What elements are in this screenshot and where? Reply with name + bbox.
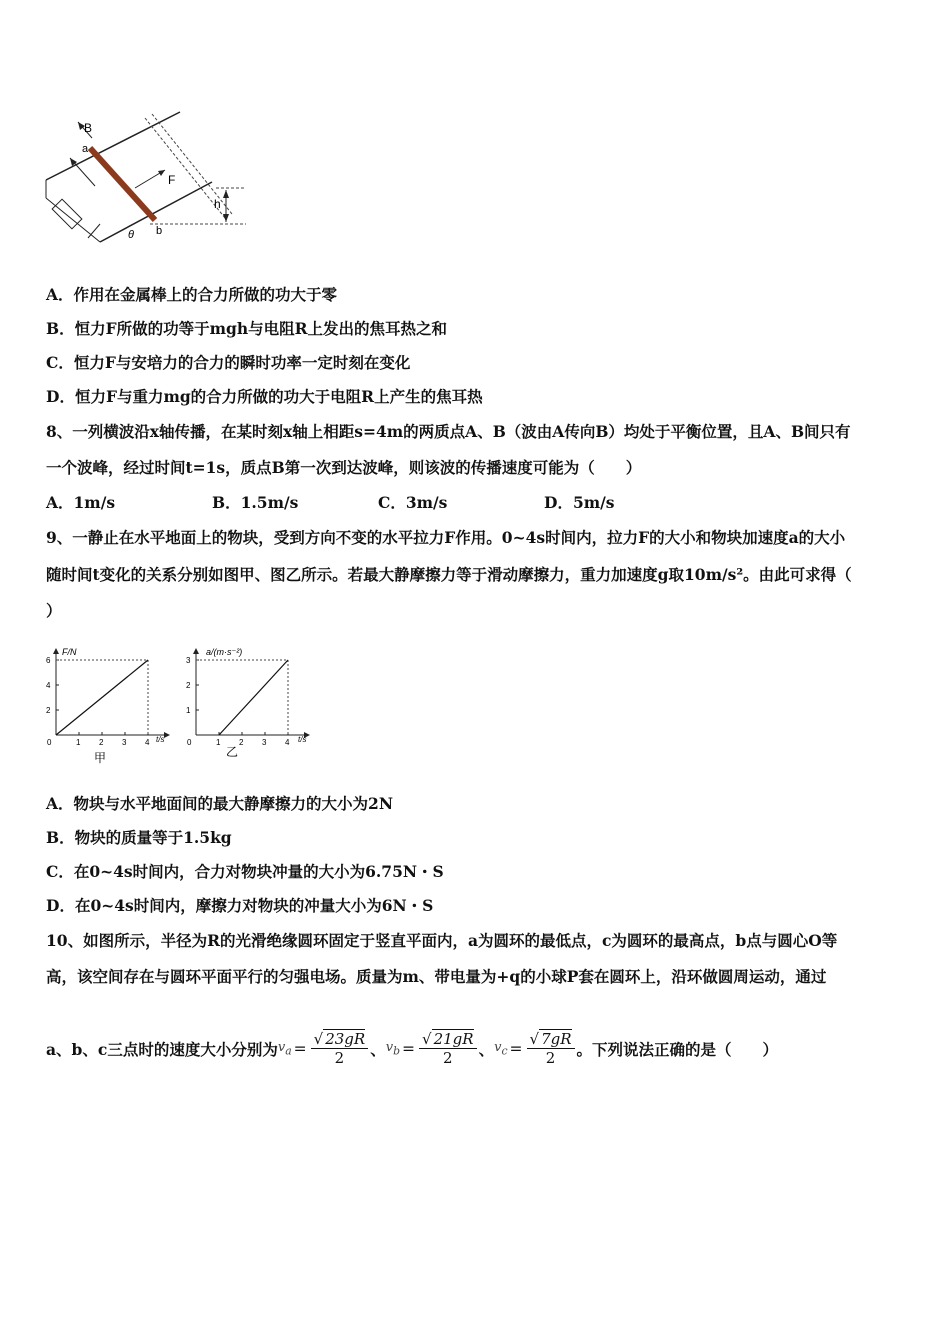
va-fraction: $\frac{√ 23gR}{2}$ <box>311 1030 369 1067</box>
q8-option-c: C．3m/s <box>378 493 448 512</box>
x-tick-label: 0 <box>187 738 192 747</box>
vc-fraction: $\frac{√ 7gR}{2}$ <box>527 1030 575 1067</box>
chart-yi <box>180 640 320 770</box>
q9-option-c: C．在0~4s时间内，合力对物块冲量的大小为6.75N・S <box>46 862 444 881</box>
x-tick-label: 2 <box>99 738 104 747</box>
y-tick-label: 2 <box>46 706 51 715</box>
chart-jia-title: 甲 <box>94 751 107 765</box>
q7-option-a: A．作用在金属棒上的合力所做的功大于零 <box>46 285 338 304</box>
q10-line2: 高，该空间存在与圆环平面平行的匀强电场。质量为m、带电量为+q的小球P套在圆环上，沿环做圆周运动，通过 <box>46 967 827 986</box>
q7-option-d: D．恒力F与重力mg的合力所做的功大于电阻R上产生的焦耳热 <box>46 387 483 406</box>
rail-figure <box>40 108 260 248</box>
x-tick-label: 1 <box>216 738 221 747</box>
q8-option-b: B．1.5m/s <box>212 493 299 512</box>
q9-line1: 9、一静止在水平地面上的物块，受到方向不变的水平拉力F作用。0~4s时间内，拉力F的大小和物块加速度a的大小 <box>46 528 846 547</box>
y-tick-label: 1 <box>186 706 191 715</box>
chart-yi-xlabel: t/s <box>298 735 307 744</box>
vc-label: $v_c$ <box>494 1039 508 1058</box>
series-line <box>56 660 148 735</box>
y-tick-label: 2 <box>186 681 191 690</box>
x-tick-label: 0 <box>47 738 52 747</box>
q9-line2: 随时间t变化的关系分别如图甲、图乙所示。若最大静摩擦力等于滑动摩擦力，重力加速度g取10m/s²。由此可求得（ <box>46 565 852 584</box>
series-line <box>219 660 288 735</box>
x-tick-label: 4 <box>145 738 150 747</box>
sep2: 、 <box>478 1039 495 1059</box>
va-equals: = <box>293 1039 307 1058</box>
sep1: 、 <box>370 1039 386 1059</box>
q9-option-d: D．在0~4s时间内，摩擦力对物块的冲量大小为6N・S <box>46 896 434 915</box>
vc-equals: = <box>509 1039 523 1058</box>
label-b: b <box>156 225 163 237</box>
y-tick-label: 3 <box>186 656 191 665</box>
va-label: $v_a$ <box>277 1039 292 1058</box>
q9-option-a: A．物块与水平地面间的最大静摩擦力的大小为2N <box>46 794 393 813</box>
q10-line1: 10、如图所示，半径为R的光滑绝缘圆环固定于竖直平面内，a为圆环的最低点，c为圆环的最高点，b点与圆心O等 <box>46 931 838 950</box>
q10-line3 <box>46 1030 778 1067</box>
q7-option-b: B．恒力F所做的功等于mgh与电阻R上发出的焦耳热之和 <box>46 319 447 338</box>
label-F: F <box>168 173 176 187</box>
vb-equals: = <box>402 1039 416 1058</box>
label-B: B <box>84 121 93 135</box>
q9-option-b: B．物块的质量等于1.5kg <box>46 828 232 847</box>
chart-yi-ylabel: a/(m·s⁻²) <box>206 647 243 657</box>
q7-option-c: C．恒力F与安培力的合力的瞬时功率一定时刻在变化 <box>46 353 411 372</box>
chart-jia-xlabel: t/s <box>156 735 165 744</box>
q8-options <box>46 493 615 513</box>
x-tick-label: 3 <box>122 738 127 747</box>
vb-fraction: $\frac{√ 21gR}{2}$ <box>419 1030 477 1067</box>
label-h: h <box>214 197 221 211</box>
q8-line1: 8、一列横波沿x轴传播，在某时刻x轴上相距s=4m的两质点A、B（波由A传向B）均处于平衡位置，且A、B间只有 <box>46 422 851 441</box>
y-tick-label: 6 <box>46 656 51 665</box>
chart-jia <box>40 640 175 770</box>
q8-line2: 一个波峰，经过时间t=1s，质点B第一次到达波峰，则该波的传播速度可能为（ ） <box>46 458 642 477</box>
x-tick-label: 3 <box>262 738 267 747</box>
q10-line3-suffix: 。下列说法正确的是（ ） <box>576 1039 779 1059</box>
q8-option-d: D．5m/s <box>544 493 615 512</box>
label-theta: θ <box>128 229 134 241</box>
x-tick-label: 2 <box>239 738 244 747</box>
chart-jia-ylabel: F/N <box>62 647 77 657</box>
q9-line3: ） <box>46 601 62 620</box>
x-tick-label: 4 <box>285 738 290 747</box>
q10-line3-prefix: a、b、c三点时的速度大小分别为 <box>46 1039 278 1059</box>
x-tick-label: 1 <box>76 738 81 747</box>
vb-label: $v_b$ <box>385 1039 401 1058</box>
chart-yi-title: 乙 <box>226 745 239 759</box>
y-tick-label: 4 <box>46 681 51 690</box>
q8-option-a: A．1m/s <box>46 493 116 512</box>
label-a: a <box>82 143 89 155</box>
